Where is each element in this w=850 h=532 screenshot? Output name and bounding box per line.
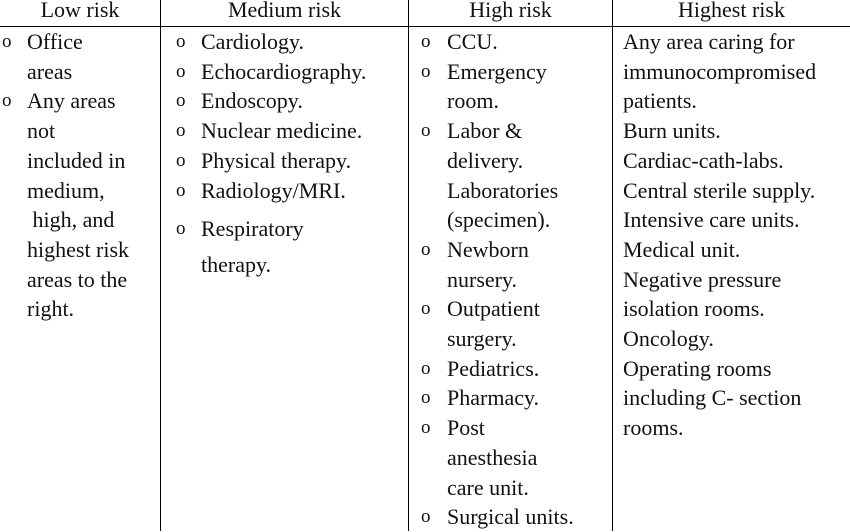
column-high-risk xyxy=(421,27,610,532)
highest-risk-line: isolation rooms. xyxy=(623,296,765,322)
bullet-icon: o xyxy=(421,506,431,528)
bullet-icon: o xyxy=(421,357,431,379)
header-medium-risk: Medium risk xyxy=(227,0,342,22)
list-item-line: surgery. xyxy=(447,326,517,352)
highest-risk-line: Negative pressure xyxy=(623,266,782,292)
list-item-line: Echocardiography. xyxy=(201,58,367,84)
list-item-line: Pharmacy. xyxy=(447,385,540,411)
column-divider-2 xyxy=(408,0,409,531)
list-item-line: Physical therapy. xyxy=(201,147,352,173)
list-item-line: Emergency xyxy=(447,58,547,84)
bullet-icon: o xyxy=(421,387,431,409)
list-item-line: Radiology/MRI. xyxy=(201,177,346,203)
bullet-icon: o xyxy=(421,120,431,142)
column-low-risk xyxy=(2,27,158,324)
list-item-line: Endoscopy. xyxy=(201,88,303,114)
list-item xyxy=(2,27,158,86)
bullet-icon: o xyxy=(421,238,431,260)
list-item xyxy=(421,116,610,235)
list-item-line: areas to the xyxy=(27,266,128,292)
list-item-line: care unit. xyxy=(447,474,529,500)
header-low-risk: Low risk xyxy=(40,0,120,22)
list-item-line: high, and xyxy=(27,207,115,233)
bullet-icon: o xyxy=(421,31,431,52)
list-item-line: highest risk xyxy=(27,236,130,262)
bullet-icon: o xyxy=(176,90,186,112)
list-item-line: not xyxy=(27,118,56,144)
bullet-icon: o xyxy=(176,31,186,52)
list-item xyxy=(176,146,406,176)
column-highest-risk xyxy=(623,27,848,443)
list-item-line: Office xyxy=(27,29,83,54)
list-item-line: Outpatient xyxy=(447,296,540,322)
list-item xyxy=(176,176,406,206)
list-item-line: (specimen). xyxy=(447,207,551,233)
header-highest-risk: Highest risk xyxy=(678,0,785,22)
list-item xyxy=(176,27,406,57)
bullet-icon: o xyxy=(176,120,186,142)
list-item-line: therapy. xyxy=(201,252,272,278)
list-item-line: areas xyxy=(27,58,73,84)
list-item-line: included in xyxy=(27,147,126,173)
highest-risk-line: Intensive care units. xyxy=(623,207,800,233)
list-item-line: Post xyxy=(447,415,485,441)
bullet-icon: o xyxy=(176,179,186,201)
highest-risk-line: including C- section xyxy=(623,385,802,411)
list-item xyxy=(176,116,406,146)
list-item xyxy=(421,383,610,413)
list-item-line: Respiratory xyxy=(201,216,304,242)
highest-risk-line: Burn units. xyxy=(623,118,721,144)
column-medium-risk xyxy=(176,27,406,283)
list-item-line: CCU. xyxy=(447,29,498,54)
list-item xyxy=(421,294,610,353)
list-item-line: Laboratories xyxy=(447,177,559,203)
list-item-line: Newborn xyxy=(447,236,529,262)
column-divider-1 xyxy=(160,0,161,531)
list-item xyxy=(421,57,610,116)
highest-risk-line: Operating rooms xyxy=(623,355,772,381)
list-item-line: right. xyxy=(27,296,75,322)
list-item xyxy=(421,413,610,502)
list-item-line: anesthesia xyxy=(447,444,538,470)
highest-risk-line: Cardiac-cath-labs. xyxy=(623,147,784,173)
bullet-icon: o xyxy=(421,417,431,439)
list-item xyxy=(176,86,406,116)
column-divider-3 xyxy=(612,0,613,531)
bullet-icon: o xyxy=(176,60,186,82)
highest-risk-line: Oncology. xyxy=(623,326,714,352)
list-item xyxy=(176,211,406,283)
list-item-line: Nuclear medicine. xyxy=(201,118,363,144)
list-item-line: Labor & xyxy=(447,118,523,144)
highest-risk-line: patients. xyxy=(623,88,697,114)
list-item-line: Cardiology. xyxy=(201,29,305,54)
list-item-line: Pediatrics. xyxy=(447,355,540,381)
highest-risk-line: Medical unit. xyxy=(623,236,741,262)
bullet-icon: o xyxy=(2,31,12,52)
highest-risk-line: Any area caring for xyxy=(623,29,795,54)
highest-risk-line: immunocompromised xyxy=(623,58,817,84)
list-item-line: medium, xyxy=(27,177,105,203)
list-item-line: Surgical units. xyxy=(447,504,574,530)
bullet-icon: o xyxy=(421,60,431,82)
list-item xyxy=(421,235,610,294)
list-item xyxy=(421,27,610,57)
highest-risk-line: rooms. xyxy=(623,415,684,441)
list-item-line: nursery. xyxy=(447,266,518,292)
list-item-line: delivery. xyxy=(447,147,524,173)
list-item-line: Any areas xyxy=(27,88,116,114)
list-item xyxy=(421,354,610,384)
header-high-risk: High risk xyxy=(469,0,552,22)
list-item xyxy=(2,86,158,324)
list-item xyxy=(176,57,406,87)
highest-risk-line: Central sterile supply. xyxy=(623,177,816,203)
bullet-icon: o xyxy=(421,298,431,320)
list-item xyxy=(421,502,610,532)
bullet-icon: o xyxy=(176,149,186,171)
bullet-icon: o xyxy=(176,218,186,240)
bullet-icon: o xyxy=(2,90,12,112)
list-item-line: room. xyxy=(447,88,499,114)
